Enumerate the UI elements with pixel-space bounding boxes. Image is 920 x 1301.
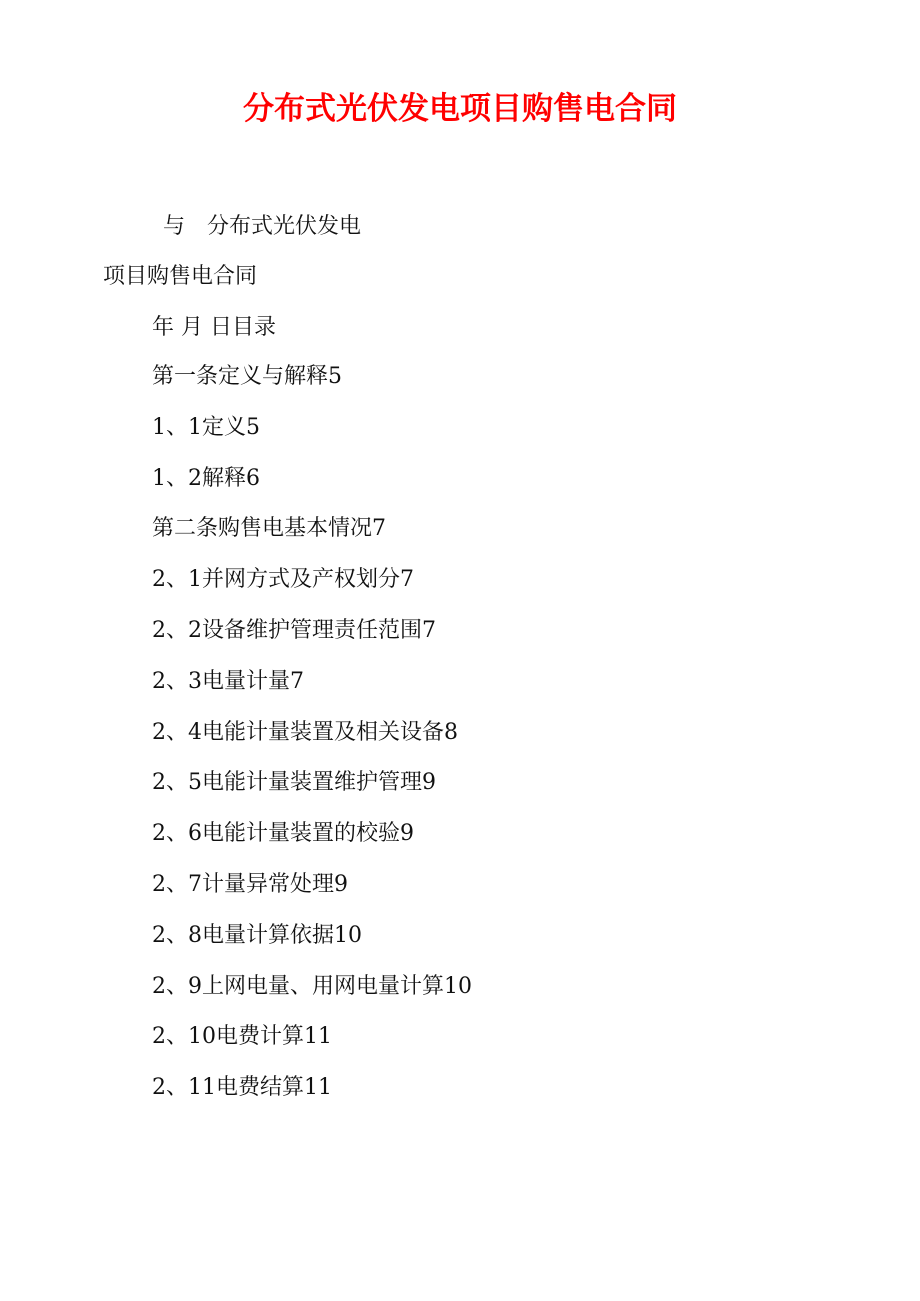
toc-item: 2、1并网方式及产权划分7 xyxy=(152,567,414,593)
toc-item: 1、2解释6 xyxy=(152,465,260,491)
toc-item: 2、10电费计算11 xyxy=(152,1024,332,1050)
toc-item: 2、4电能计量装置及相关设备8 xyxy=(152,719,458,745)
toc-item: 2、3电量计量7 xyxy=(152,668,304,694)
toc-item: 2、6电能计量装置的校验9 xyxy=(152,821,414,847)
intro-line-parties: 与 分布式光伏发电 xyxy=(163,214,362,239)
toc-item: 第一条定义与解释5 xyxy=(152,364,342,389)
toc-item: 2、2设备维护管理责任范围7 xyxy=(152,617,436,643)
document-title: 分布式光伏发电项目购售电合同 xyxy=(243,91,677,127)
toc-item: 2、7计量异常处理9 xyxy=(152,871,348,897)
toc-item: 2、5电能计量装置维护管理9 xyxy=(152,770,436,796)
intro-line-contract-name: 项目购售电合同 xyxy=(103,264,258,289)
toc-item: 2、11电费结算11 xyxy=(152,1075,332,1101)
toc-item: 1、1定义5 xyxy=(152,414,260,440)
toc-item: 第二条购售电基本情况7 xyxy=(152,516,386,542)
table-of-contents xyxy=(152,362,472,1124)
toc-item: 2、9上网电量、用网电量计算10 xyxy=(152,973,472,999)
intro-line-date-toc: 年 月 日目录 xyxy=(152,315,276,340)
toc-item: 2、8电量计算依据10 xyxy=(152,922,362,948)
